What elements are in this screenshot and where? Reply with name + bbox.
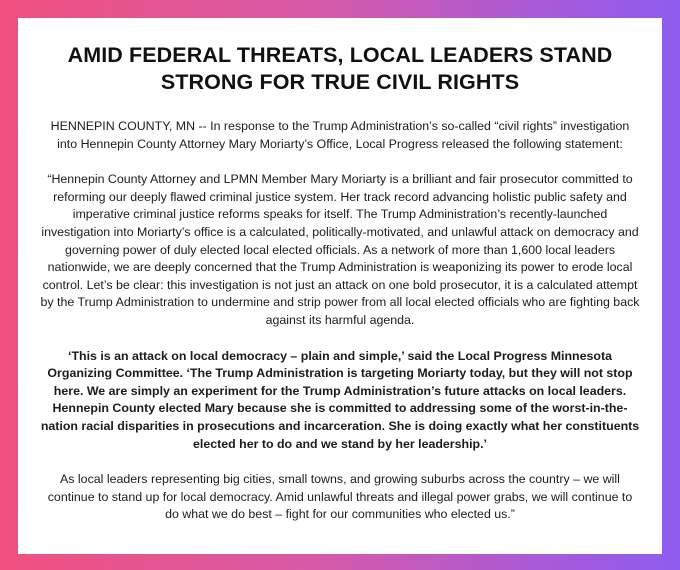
statement-paragraph: “Hennepin County Attorney and LPMN Member Mary Moriarty is a brilliant and fair prosecutor committed to reforming our deeply flawed criminal justice system. Her track record advancing holistic public safety and imperative criminal justice reforms speaks for itself. The Trump Administration’s recently-launched investigation into Moriarty’s office is a calculated, politically-motivated, and unlawful attack on democracy and governing power of duly elected local elected officials. As a network of more than 1,600 local leaders nationwide, we are deeply concerned that the Trump Administration is weaponizing its power to erode local control. Let’s be clear: this investigation is not just an attack on one bold prosecutor, it is a calculated attempt by the Trump Administration to undermine and strip power from all local elected officials who are fighting back against its harmful agenda. <box>40 172 640 327</box>
intro-paragraph: HENNEPIN COUNTY, MN -- In response to the Trump Administration’s so-called “civil rights” investigation into Hennepin County Attorney Mary Moriarty’s Office, Local Progress released the following statement: <box>50 119 630 151</box>
statement-card <box>18 18 662 554</box>
closing-paragraph: As local leaders representing big cities, small towns, and growing suburbs across the country – we will continue to stand up for local democracy. Amid unlawful threats and illegal power grabs, we will continue to do what we do best – fight for our communities who elected us.” <box>47 472 633 522</box>
headline: AMID FEDERAL THREATS, LOCAL LEADERS STAND STRONG FOR TRUE CIVIL RIGHTS <box>67 43 613 94</box>
quote-paragraph: ‘This is an attack on local democracy – plain and simple,’ said the Local Progress Minnesota Organizing Committee. ‘The Trump Administration is targeting Moriarty today, but they will not stop here. We are simply an experiment for the Trump Administration’s future attacks on local leaders. Hennepin County elected Mary because she is committed to addressing some of the worst-in-the-nation racial disparities in prosecutions and incarceration. She is doing exactly what her constituents elected her to do and we stand by her leadership.’ <box>40 348 640 451</box>
